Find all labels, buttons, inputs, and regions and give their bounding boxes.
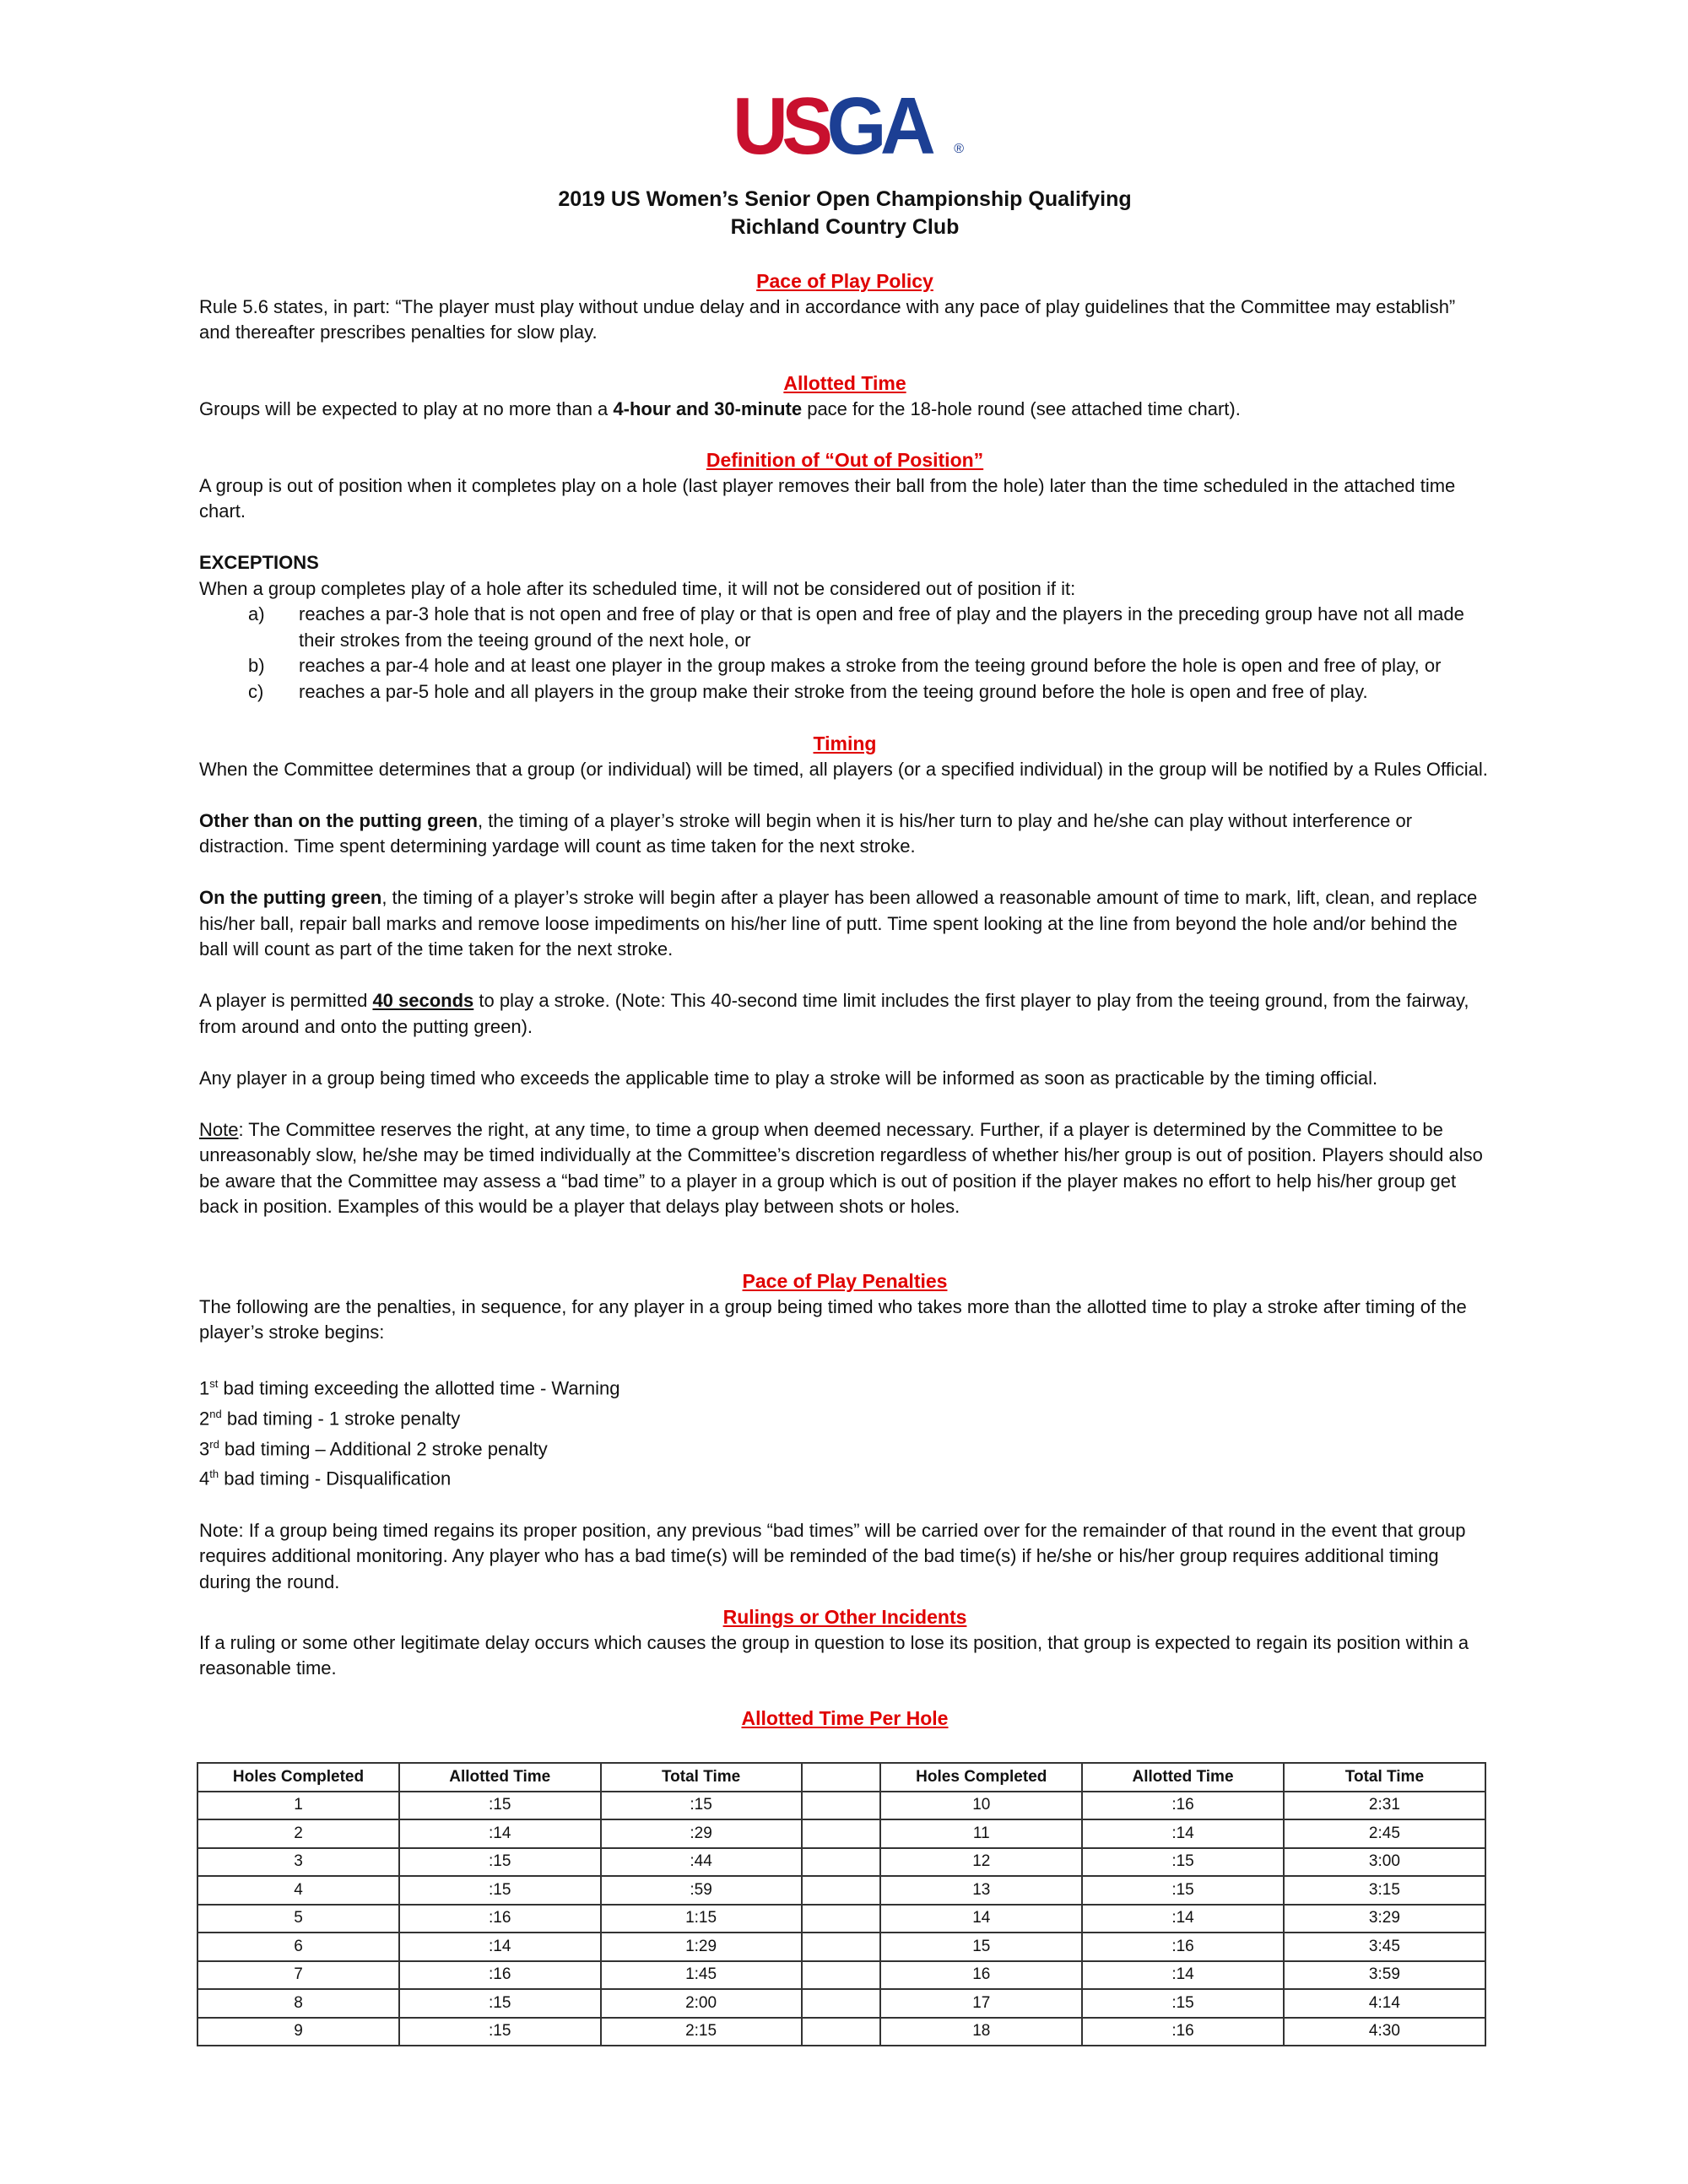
table-cell: 4:30 xyxy=(1284,2018,1485,2046)
table-row xyxy=(197,2018,1485,2046)
section-heading: Pace of Play Penalties xyxy=(742,1270,948,1292)
table-cell: 3:15 xyxy=(1284,1876,1485,1905)
section-heading: Timing xyxy=(813,733,877,754)
paragraph: When the Committee determines that a group (or individual) will be timed, all players (or a specified individual) in the group will be notified by a Rules Official. xyxy=(199,758,1488,780)
table-cell: 11 xyxy=(880,1819,1082,1848)
section-exceptions xyxy=(199,550,1491,705)
penalty-item: 1st bad timing exceeding the allotted time - Warning xyxy=(199,1377,620,1399)
section-heading: Rulings or Other Incidents xyxy=(722,1606,967,1628)
table-cell xyxy=(802,1905,881,1933)
table-cell xyxy=(802,1848,881,1877)
table-row xyxy=(197,1961,1485,1990)
column-header: Allotted Time xyxy=(1082,1763,1284,1792)
title-line-2: Richland Country Club xyxy=(730,215,960,239)
table-row xyxy=(197,1933,1485,1961)
column-header: Holes Completed xyxy=(197,1763,399,1792)
table-cell xyxy=(802,1819,881,1848)
table-cell: 2:15 xyxy=(601,2018,802,2046)
logo-registered-mark: ® xyxy=(954,142,964,156)
list-item: b) reaches a par-4 hole and at least one player in the group makes a stroke from the teeing ground before the hole is open and free of play, or xyxy=(248,655,1442,676)
penalty-item: 4th bad timing - Disqualification xyxy=(199,1468,452,1489)
table-cell: :14 xyxy=(399,1819,601,1848)
table-cell: :16 xyxy=(399,1961,601,1990)
penalty-item: 3rd bad timing – Additional 2 stroke penalty xyxy=(199,1437,548,1459)
table-cell: 14 xyxy=(880,1905,1082,1933)
paragraph: Any player in a group being timed who exceeds the applicable time to play a stroke will be informed as soon as practicable by the timing official. xyxy=(199,1067,1378,1089)
table-cell: :15 xyxy=(399,1792,601,1820)
table-cell: :16 xyxy=(1082,1792,1284,1820)
table-row xyxy=(197,1848,1485,1877)
table-cell: :16 xyxy=(1082,2018,1284,2046)
table-cell: 1 xyxy=(197,1792,399,1820)
table-cell: :14 xyxy=(399,1933,601,1961)
table-cell: 3:00 xyxy=(1284,1848,1485,1877)
table-cell: 1:45 xyxy=(601,1961,802,1990)
table-cell: :29 xyxy=(601,1819,802,1848)
table-cell: 6 xyxy=(197,1933,399,1961)
table-cell: 3 xyxy=(197,1848,399,1877)
table-cell: 9 xyxy=(197,2018,399,2046)
table-cell: :59 xyxy=(601,1876,802,1905)
list-item: a) reaches a par-3 hole that is not open and free of play or that is open and free of play and the players in the preceding group have not all made their strokes from the teeing ground of the next hole, or xyxy=(248,603,1464,651)
document-title xyxy=(199,186,1491,241)
table-cell xyxy=(802,2018,881,2046)
paragraph: On the putting green, the timing of a player’s stroke will begin after a player has been allowed a reasonable amount of time to mark, lift, clean, and replace his/her ball, repair ball marks and remove loose impediments on his/her line of putt. Time spent looking at the line from beyond the hole and/or behind the ball will count as part of the time taken for the next stroke. xyxy=(199,887,1478,960)
table-cell: 2:45 xyxy=(1284,1819,1485,1848)
table-cell: 2 xyxy=(197,1819,399,1848)
section-heading: Pace of Play Policy xyxy=(756,270,933,292)
table-cell: 3:29 xyxy=(1284,1905,1485,1933)
note-paragraph: Note: The Committee reserves the right, at any time, to time a group when deemed necessary. Further, if a player is determined by the Committee to be unreasonably slow, he/she may be timed individually at the Committee’s discretion regardless of whether his/her group is out of position. Players should also be aware that the Committee may assess a “bad time” to a player in a group which is out of position if the player makes no effort to help his/her group get back in position. Examples of this would be a player that delays play between shots or holes. xyxy=(199,1118,1483,1217)
section-timing xyxy=(199,731,1491,1220)
allotted-time-table xyxy=(197,1762,1486,2046)
table-cell xyxy=(802,1961,881,1990)
table-row xyxy=(197,1876,1485,1905)
title-line-1: 2019 US Women’s Senior Open Championship Qualifying xyxy=(558,187,1132,211)
table-cell: :15 xyxy=(1082,1848,1284,1877)
column-header: Total Time xyxy=(1284,1763,1485,1792)
paragraph: A group is out of position when it completes play on a hole (last player removes their ball from the hole) later than the time scheduled in the attached time chart. xyxy=(199,474,1456,522)
usga-logo xyxy=(733,81,964,171)
table-cell: 15 xyxy=(880,1933,1082,1961)
paragraph: Other than on the putting green, the timing of a player’s stroke will begin when it is his/her turn to play and he/she can play without interference or distraction. Time spent determining yardage will count as time taken for the next stroke. xyxy=(199,809,1413,857)
table-cell xyxy=(802,1876,881,1905)
table-row xyxy=(197,1989,1485,2018)
table-row xyxy=(197,1905,1485,1933)
section-penalties xyxy=(199,1268,1491,1595)
table-cell: 13 xyxy=(880,1876,1082,1905)
table-cell: :16 xyxy=(1082,1933,1284,1961)
logo-ga: GA xyxy=(826,81,930,171)
section-heading: Allotted Time xyxy=(783,372,906,394)
section-table-heading xyxy=(199,1706,1491,1732)
exceptions-heading: EXCEPTIONS xyxy=(199,552,319,573)
table-cell: 7 xyxy=(197,1961,399,1990)
table-cell: :15 xyxy=(601,1792,802,1820)
table-cell: 2:00 xyxy=(601,1989,802,2018)
table-cell: 2:31 xyxy=(1284,1792,1485,1820)
table-cell: :14 xyxy=(1082,1961,1284,1990)
paragraph: Groups will be expected to play at no more than a 4-hour and 30-minute pace for the 18-hole round (see attached time chart). xyxy=(199,397,1241,419)
table-cell: 1:15 xyxy=(601,1905,802,1933)
table-row xyxy=(197,1792,1485,1820)
table-cell: 5 xyxy=(197,1905,399,1933)
paragraph: If a ruling or some other legitimate delay occurs which causes the group in question to lose its position, that group is expected to regain its position within a reasonable time. xyxy=(199,1631,1469,1679)
table-cell xyxy=(802,1989,881,2018)
table-cell: 3:59 xyxy=(1284,1961,1485,1990)
table-cell: :15 xyxy=(1082,1876,1284,1905)
paragraph: The following are the penalties, in sequence, for any player in a group being timed who takes more than the allotted time to play a stroke after timing of the player’s stroke begins: xyxy=(199,1295,1467,1343)
table-cell: 12 xyxy=(880,1848,1082,1877)
table-cell: :16 xyxy=(399,1905,601,1933)
column-header xyxy=(802,1763,881,1792)
table-row xyxy=(197,1819,1485,1848)
section-rulings xyxy=(199,1604,1491,1682)
table-header-row xyxy=(197,1763,1485,1792)
table-cell: :15 xyxy=(399,1989,601,2018)
section-heading: Definition of “Out of Position” xyxy=(706,449,984,471)
table-cell: 1:29 xyxy=(601,1933,802,1961)
column-header: Total Time xyxy=(601,1763,802,1792)
paragraph: Note: If a group being timed regains its proper position, any previous “bad times” will be carried over for the remainder of that round in the event that group requires additional monitoring. Any player who has a bad time(s) will be reminded of the bad time(s) if he/she or his/her group requires additional timing during the round. xyxy=(199,1519,1466,1592)
table-cell: :15 xyxy=(399,1848,601,1877)
list-item: c) reaches a par-5 hole and all players in the group make their stroke from the teeing ground before the hole is open and free of play. xyxy=(248,680,1368,702)
table-cell: 3:45 xyxy=(1284,1933,1485,1961)
table-cell: 17 xyxy=(880,1989,1082,2018)
table-cell: :15 xyxy=(399,2018,601,2046)
table-cell: 4:14 xyxy=(1284,1989,1485,2018)
section-pace-policy xyxy=(199,268,1491,346)
table-cell: 16 xyxy=(880,1961,1082,1990)
penalty-item: 2nd bad timing - 1 stroke penalty xyxy=(199,1407,461,1430)
column-header: Allotted Time xyxy=(399,1763,601,1792)
column-header: Holes Completed xyxy=(880,1763,1082,1792)
table-cell: 4 xyxy=(197,1876,399,1905)
section-definition xyxy=(199,447,1491,525)
table-cell xyxy=(802,1933,881,1961)
table-cell: :14 xyxy=(1082,1905,1284,1933)
table-cell: 18 xyxy=(880,2018,1082,2046)
paragraph: When a group completes play of a hole after its scheduled time, it will not be considered out of position if it: xyxy=(199,577,1076,599)
logo-us: US xyxy=(733,81,827,171)
table-cell: 10 xyxy=(880,1792,1082,1820)
section-heading: Allotted Time Per Hole xyxy=(741,1707,949,1729)
table-cell: :15 xyxy=(1082,1989,1284,2018)
paragraph: A player is permitted 40 seconds to play a stroke. (Note: This 40-second time limit includes the first player to play from the teeing ground, from the fairway, from around and onto the putting green). xyxy=(199,990,1469,1037)
table-cell: 8 xyxy=(197,1989,399,2018)
section-allotted-time xyxy=(199,370,1491,422)
table-cell: :14 xyxy=(1082,1819,1284,1848)
table-cell xyxy=(802,1792,881,1820)
table-cell: :44 xyxy=(601,1848,802,1877)
table-cell: :15 xyxy=(399,1876,601,1905)
paragraph: Rule 5.6 states, in part: “The player must play without undue delay and in accordance with any pace of play guidelines that the Committee may establish” and thereafter prescribes penalties for slow play. xyxy=(199,295,1456,343)
